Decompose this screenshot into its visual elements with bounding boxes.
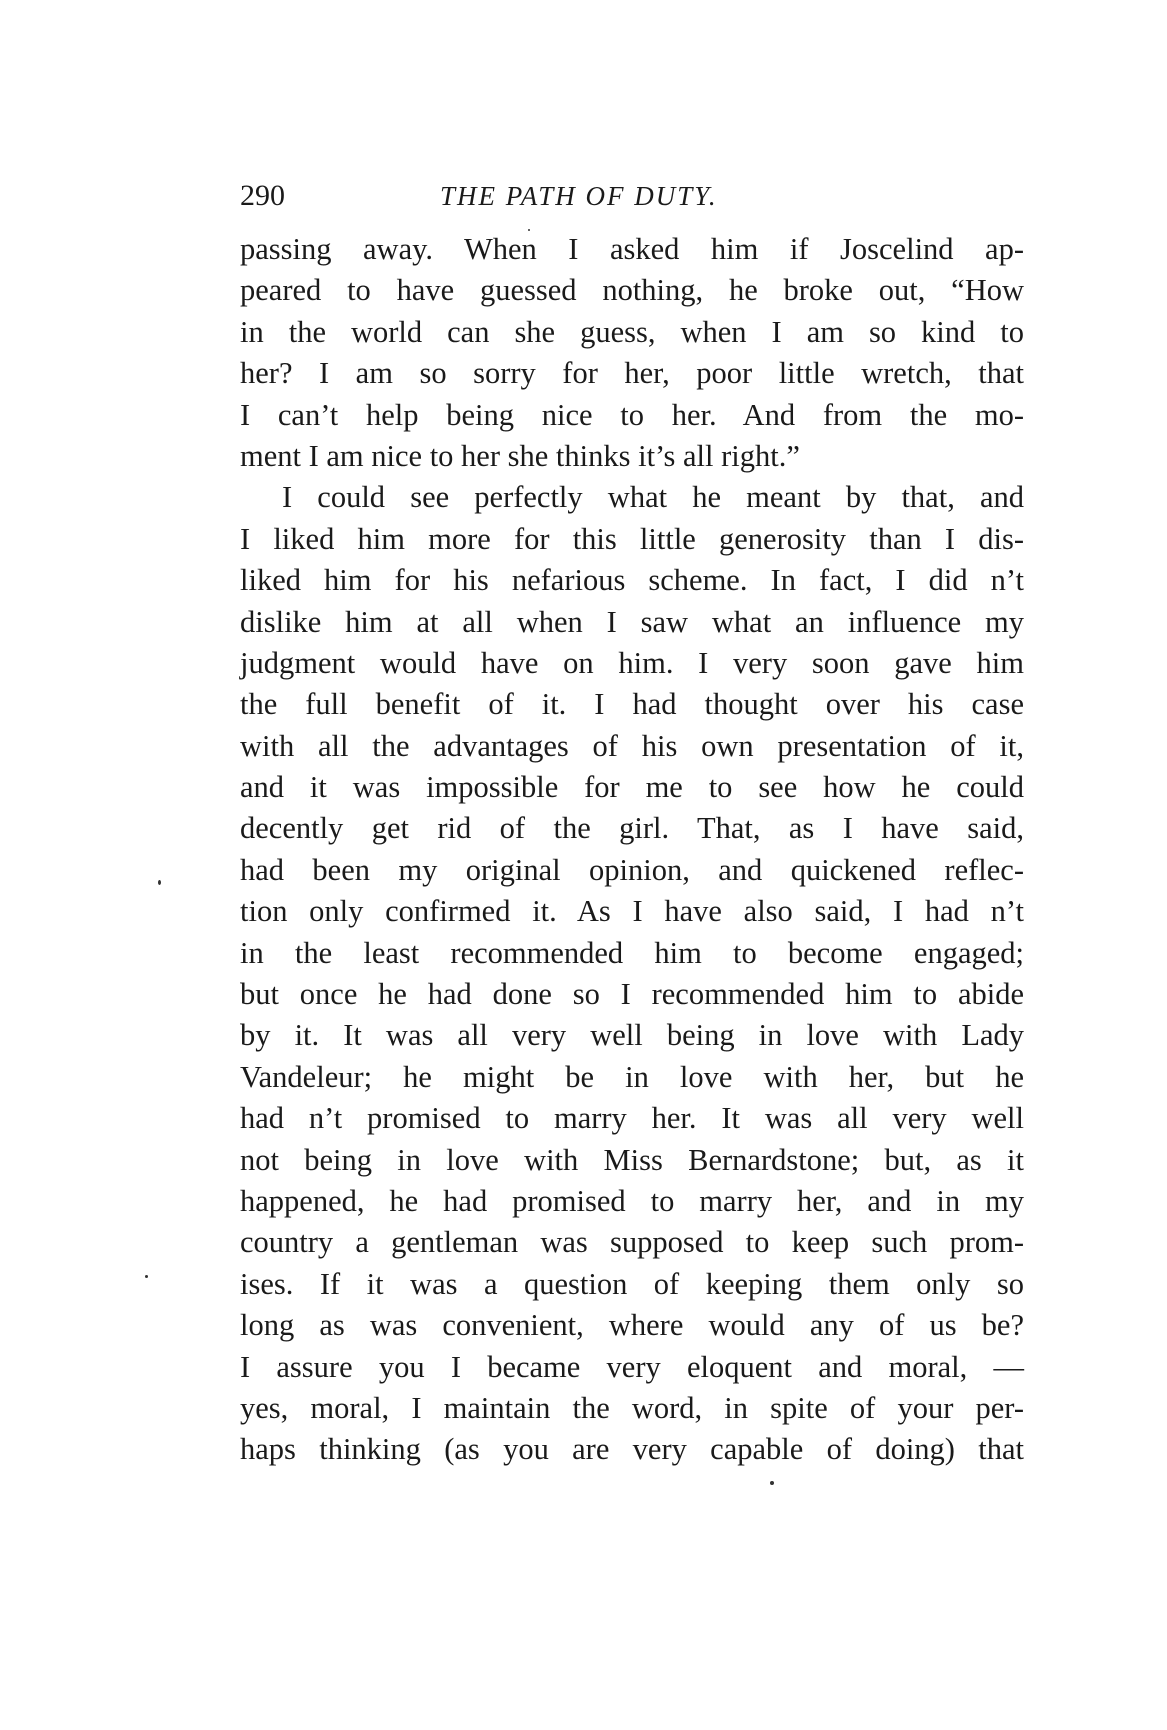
text-line: Vandeleur; he might be in love with her, but he [240, 1059, 1024, 1094]
text-line: with all the advantages of his own presentation of it, [240, 728, 1024, 763]
text-line: peared to have guessed nothing, he broke out, “How [240, 273, 1024, 308]
body-text [240, 229, 1024, 1471]
running-title: THE PATH OF DUTY. [440, 181, 718, 211]
page-number: 290 [240, 179, 285, 212]
text-line: country a gentleman was supposed to keep such prom- [240, 1225, 1024, 1260]
text-line: ises. If it was a question of keeping them only so [240, 1266, 1024, 1301]
text-line: I could see perfectly what he meant by that, and [282, 480, 1024, 515]
text-line: her? I am so sorry for her, poor little wretch, that [240, 356, 1024, 391]
scan-speck [145, 1275, 148, 1278]
text-line: I assure you I became very eloquent and moral, — [240, 1349, 1024, 1384]
text-line: by it. It was all very well being in love with Lady [240, 1018, 1024, 1053]
text-line: and it was impossible for me to see how he could [240, 770, 1024, 805]
text-line: happened, he had promised to marry her, and in my [240, 1183, 1024, 1218]
text-line: passing away. When I asked him if Joscelind ap- [240, 232, 1024, 266]
text-line: decently get rid of the girl. That, as I have said, [240, 811, 1024, 846]
text-line: judgment would have on him. I very soon gave him [240, 645, 1024, 680]
scan-speck [770, 1481, 774, 1485]
text-line: dislike him at all when I saw what an influence my [240, 604, 1024, 639]
text-line: ment I am nice to her she thinks it’s all right.” [240, 438, 800, 473]
page-header [240, 176, 1020, 216]
text-line: but once he had done so I recommended him to abide [240, 977, 1024, 1012]
text-line: had been my original opinion, and quickened reflec- [240, 852, 1024, 887]
text-line: in the least recommended him to become engaged; [240, 935, 1024, 970]
text-line: long as was convenient, where would any of us be? [240, 1308, 1024, 1343]
text-line: liked him for his nefarious scheme. In fact, I did n’t [240, 563, 1024, 598]
text-line: in the world can she guess, when I am so kind to [240, 314, 1024, 349]
scan-speck [158, 880, 161, 885]
text-line: yes, moral, I maintain the word, in spite of your per- [240, 1390, 1024, 1425]
scan-speck [528, 229, 530, 231]
text-line: tion only confirmed it. As I have also said, I had n’t [240, 894, 1024, 929]
text-line: had n’t promised to marry her. It was all very well [240, 1101, 1024, 1136]
text-line: haps thinking (as you are very capable of doing) that [240, 1432, 1024, 1467]
text-line: I liked him more for this little generosity than I dis- [240, 521, 1024, 556]
text-line: not being in love with Miss Bernardstone; but, as it [240, 1142, 1024, 1177]
text-line: the full benefit of it. I had thought over his case [240, 687, 1024, 722]
text-line: I can’t help being nice to her. And from the mo- [240, 397, 1024, 432]
